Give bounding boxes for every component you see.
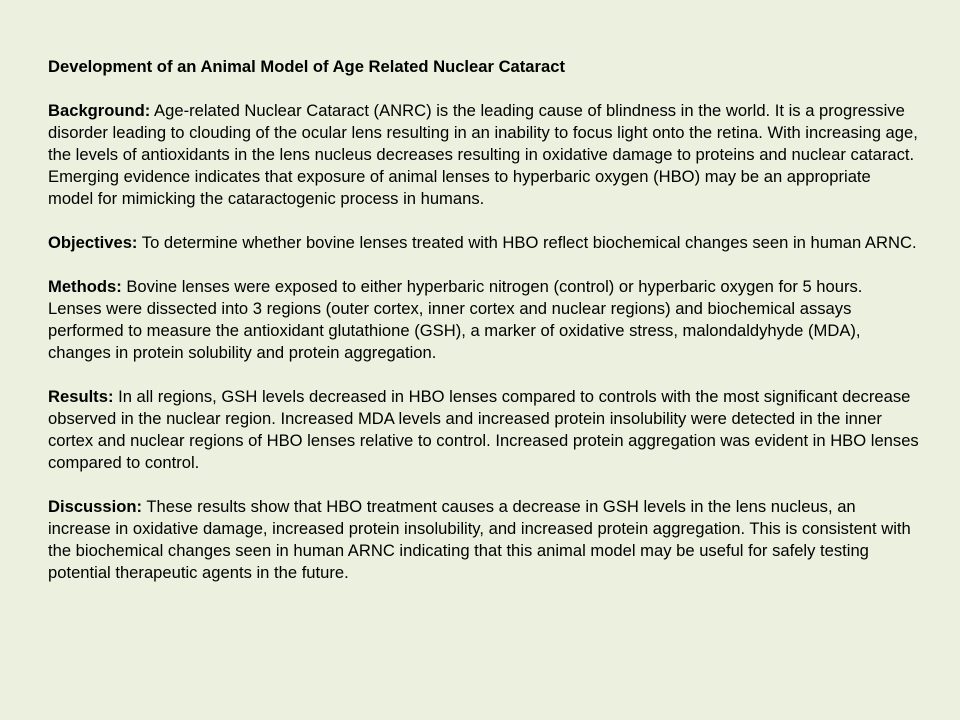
discussion-text: These results show that HBO treatment causes a decrease in GSH levels in the lens nucleus, an increase in oxidative damage, increased protein insolubility, and increased protein aggregation. This is consistent with the biochemical changes seen in human ARNC indicating that this animal model may be useful for safely testing potential therapeutic agents in the future. [48,497,911,582]
discussion-label: Discussion: [48,497,143,516]
objectives-text: To determine whether bovine lenses treated with HBO reflect biochemical changes seen in human ARNC. [137,233,917,252]
objectives-section [48,232,920,254]
objectives-label: Objectives: [48,233,138,252]
background-section [48,100,920,210]
methods-section [48,276,920,364]
discussion-section [48,496,920,584]
results-text: In all regions, GSH levels decreased in HBO lenses compared to controls with the most significant decrease observed in the nuclear region. Increased MDA levels and increased protein insolubility were detected in the inner cortex and nuclear regions of HBO lenses relative to control. Increased protein aggregation was evident in HBO lenses compared to control. [48,387,919,472]
results-section [48,386,920,474]
methods-label: Methods: [48,277,122,296]
results-label: Results: [48,387,114,406]
background-label: Background: [48,101,151,120]
background-text: Age-related Nuclear Cataract (ANRC) is the leading cause of blindness in the world. It is a progressive disorder leading to clouding of the ocular lens resulting in an inability to focus light onto the retina. With increasing age, the levels of antioxidants in the lens nucleus decreases resulting in oxidative damage to proteins and nuclear cataract. Emerging evidence indicates that exposure of animal lenses to hyperbaric oxygen (HBO) may be an appropriate model for mimicking the cataractogenic process in humans. [48,101,918,208]
methods-text: Bovine lenses were exposed to either hyperbaric nitrogen (control) or hyperbaric oxygen for 5 hours. Lenses were dissected into 3 regions (outer cortex, inner cortex and nuclear regions) and biochemical assays performed to measure the antioxidant glutathione (GSH), a marker of oxidative stress, malondaldyhyde (MDA), changes in protein solubility and protein aggregation. [48,277,863,362]
abstract-title: Development of an Animal Model of Age Related Nuclear Cataract [48,57,565,76]
